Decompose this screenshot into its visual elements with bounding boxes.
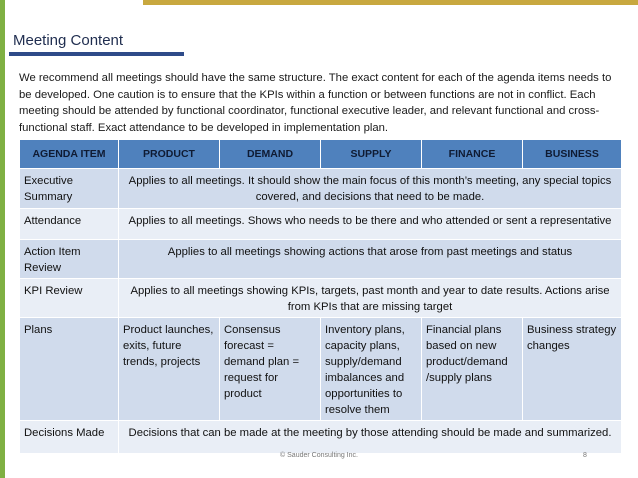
row-label-action-item-review: Action Item Review: [20, 240, 119, 279]
intro-paragraph: We recommend all meetings should have the same structure. The exact content for each of the agenda items needs to be developed. One caution is to ensure that the KPIs within a function or between functions are not in conflict. Each meeting should be attended by functional coordinator, functional executive leader, and relevant functional and cross-functional staff. Exact attendance to be developed in implementation plan.: [19, 72, 612, 134]
title-underline: [9, 52, 184, 56]
table-row: [20, 279, 622, 318]
executive-summary-text: Applies to all meetings. It should show the main focus of this month’s meeting, any special topics covered, and decisions that need to be made.: [119, 169, 622, 209]
row-label-kpi-review: KPI Review: [20, 279, 119, 318]
table-row: [20, 421, 622, 454]
row-label-attendance: Attendance: [20, 209, 119, 240]
row-label-decisions-made: Decisions Made: [20, 421, 119, 454]
decisions-made-text: Decisions that can be made at the meeting by those attending should be made and summarized.: [119, 421, 622, 454]
table-header-row: [20, 140, 622, 169]
header-product: PRODUCT: [119, 140, 220, 169]
header-agenda-item: AGENDA ITEM: [20, 140, 119, 169]
table-row: [20, 209, 622, 240]
left-accent-bar: [0, 0, 5, 478]
table-row: [20, 240, 622, 279]
header-demand: DEMAND: [220, 140, 321, 169]
footer-copyright: © Sauder Consulting Inc.: [280, 452, 358, 459]
page-number: 8: [583, 452, 587, 459]
attendance-text: Applies to all meetings. Shows who needs to be there and who attended or sent a representative: [119, 209, 622, 240]
row-label-plans: Plans: [20, 318, 119, 421]
action-item-review-text: Applies to all meetings showing actions that arose from past meetings and status: [119, 240, 622, 279]
plans-demand-cell: Consensus forecast = demand plan = request for product: [220, 318, 321, 421]
top-accent-stripe: [143, 0, 638, 5]
top-accent-stripe-left: [5, 0, 143, 5]
header-supply: SUPPLY: [321, 140, 422, 169]
header-business: BUSINESS: [523, 140, 622, 169]
table-row: [20, 169, 622, 209]
plans-supply-cell: Inventory plans, capacity plans, supply/demand imbalances and opportunities to resolve them: [321, 318, 422, 421]
header-finance: FINANCE: [422, 140, 523, 169]
agenda-table: [19, 139, 622, 454]
kpi-review-text: Applies to all meetings showing KPIs, targets, past month and year to date results. Actions arise from KPIs that are missing target: [119, 279, 622, 318]
table-row: [20, 318, 622, 421]
plans-product-cell: Product launches, exits, future trends, projects: [119, 318, 220, 421]
row-label-executive-summary: Executive Summary: [20, 169, 119, 209]
slide-title: Meeting Content: [13, 32, 124, 49]
plans-business-cell: Business strategy changes: [523, 318, 622, 421]
plans-finance-cell: Financial plans based on new product/demand /supply plans: [422, 318, 523, 421]
